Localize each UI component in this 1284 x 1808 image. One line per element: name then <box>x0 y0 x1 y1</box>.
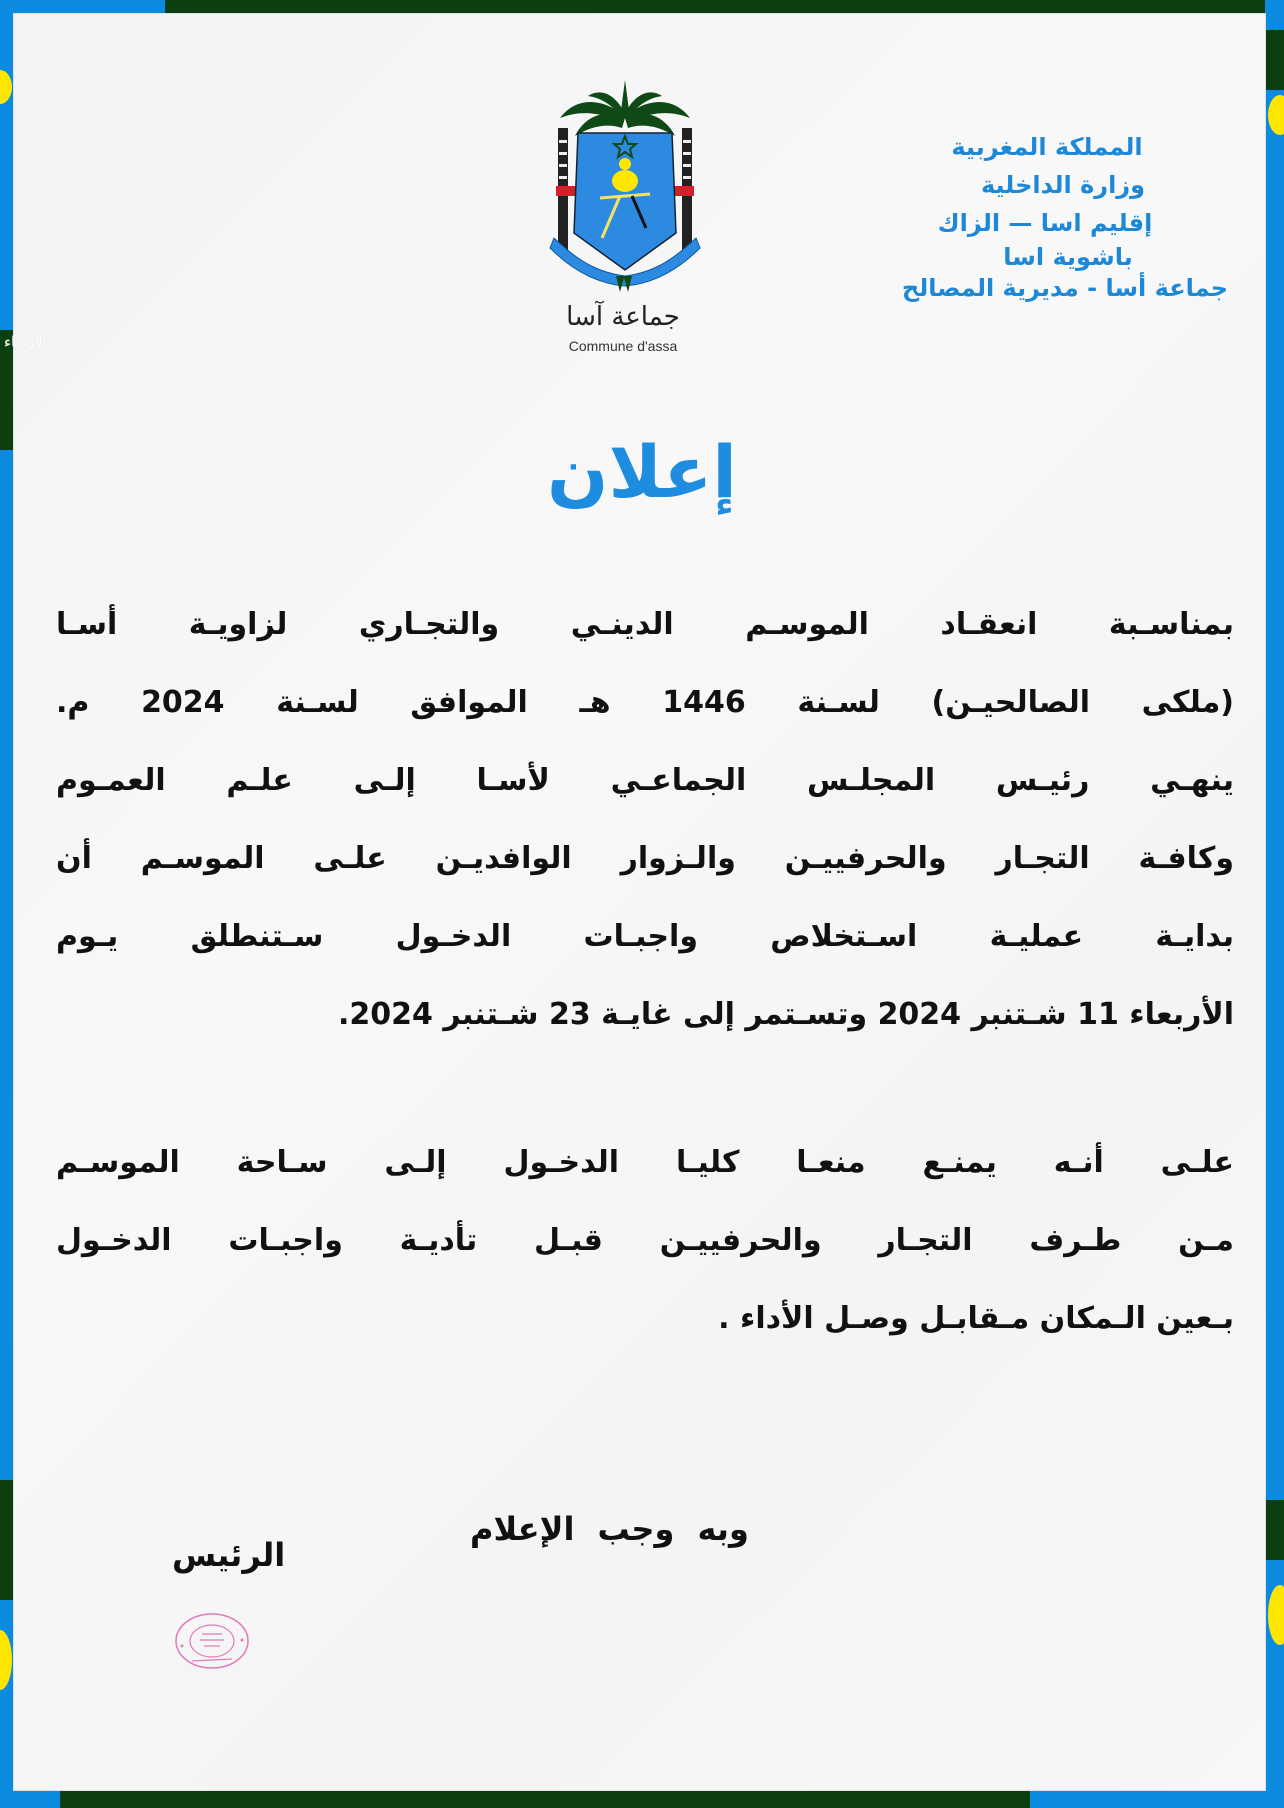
body-line: بدايـة عمليـة اسـتخلاص واجبـات الدخـول سـتنطلق يـوم <box>56 919 1234 954</box>
header-kingdom: المملكة المغربية <box>951 133 1143 161</box>
closing-formula: وبه وجب الإعلام <box>470 1510 749 1548</box>
header-ministry: وزارة الداخلية <box>980 171 1146 199</box>
header-commune-directorate: جماعة أسا - مديرية المصالح <box>901 274 1228 302</box>
body-line: مـن طـرف التجـار والحرفييـن قبـل تأديـة واجبـات الدخـول <box>56 1223 1234 1258</box>
coat-of-arms-icon <box>540 78 710 293</box>
official-header <box>848 128 1228 304</box>
paragraph-gap <box>56 1073 1234 1143</box>
body-line: وكافـة التجـار والحرفييـن والـزوار الوافديـن علـى الموسـم أن <box>56 841 1234 876</box>
body-line: بمناسـبة انعقـاد الموسـم الدينـي والتجـاري لزاويـة أسـا <box>56 607 1234 642</box>
frame-right-green-segment <box>1265 1500 1284 1560</box>
crest-caption-french: Commune d'assa <box>568 338 678 354</box>
frame-left-green-segment <box>0 1480 14 1600</box>
frame-bottom-blue-segment <box>1030 1790 1284 1808</box>
body-line: الأربعاء 11 شـتنبر 2024 وتسـتمر إلى غايـة 23 شـتنبر 2024. <box>337 997 1234 1032</box>
announcement-title: إعلان <box>547 430 737 514</box>
frame-right-green-segment <box>1265 30 1284 90</box>
ghost-text: الأربعاء <box>4 333 48 351</box>
header-province: إقليم اسا — الزاك <box>937 209 1153 237</box>
frame-bottom-blue-segment <box>0 1790 60 1808</box>
body-line: بـعين الـمكان مـقابـل وصـل الأداء . <box>718 1301 1234 1336</box>
body-line: (ملكى الصالحيـن) لسـنة 1446 هـ الموافق لسـنة 2024 م. <box>56 685 1235 720</box>
announcement-body <box>56 605 1234 1377</box>
body-line: ينهـي رئيـس المجلـس الجماعـي لأسـا إلـى علـم العمـوم <box>56 763 1234 798</box>
signature-title: الرئيس <box>172 1536 286 1574</box>
official-stamp-icon <box>174 1612 250 1670</box>
body-line: علـى أنـه يمنـع منعـا كليـا الدخـول إلـى سـاحة الموسـم <box>56 1145 1234 1180</box>
header-pashalik: باشوية اسا <box>1003 243 1133 271</box>
frame-top-green-band <box>165 0 1284 14</box>
crest-caption-arabic: جماعة آسا <box>566 302 680 332</box>
